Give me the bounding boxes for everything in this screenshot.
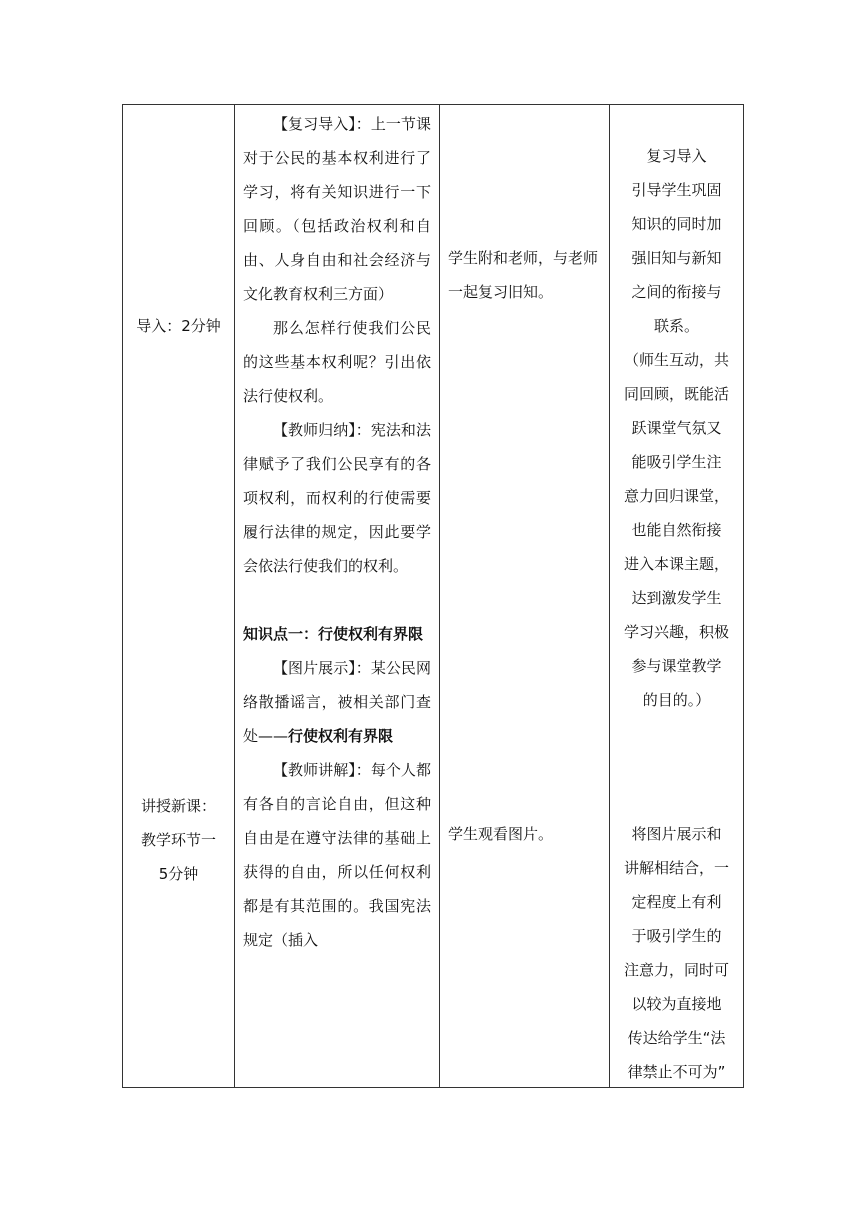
purpose-line: 联系。 — [653, 317, 699, 335]
student-activity-picture: 学生观看图片。 — [448, 825, 554, 843]
student-activity-column — [440, 105, 610, 1088]
purpose-line: 讲解相结合，一 — [623, 859, 729, 877]
purpose-line: 于吸引学生的 — [631, 927, 722, 945]
purpose-line: 定程度上有利 — [631, 893, 722, 911]
stage-label-intro: 导入：2分钟 — [136, 317, 221, 335]
review-intro-paragraph: 【复习导入】：上一节课对于公民的基本权利进行了学习，将有关知识进行一下回顾。（包括政治权利和自由、人身自由和社会经济与文化教育权利三方面） — [243, 115, 431, 303]
purpose-line: 达到激发学生 — [631, 589, 722, 607]
stage-column — [123, 105, 235, 1088]
knowledge-point-title: 知识点一：行使权利有界限 — [243, 625, 424, 643]
design-purpose-column — [610, 105, 744, 1088]
purpose-line: （师生互动，共 — [623, 351, 729, 369]
lesson-plan-table — [122, 104, 744, 1088]
teacher-activity-column — [235, 105, 440, 1088]
teacher-explain-paragraph: 【教师讲解】：每个人都有各自的言论自由，但这种自由是在遵守法律的基础上获得的自由，所以任何权利都是有其范围的。我国宪法规定（插入 — [243, 761, 431, 949]
purpose-line: 参与课堂教学 — [631, 657, 722, 675]
purpose-line: 以较为直接地 — [631, 995, 722, 1013]
purpose-line: 进入本课主题， — [623, 555, 729, 573]
purpose-line: 能吸引学生注 — [631, 453, 722, 471]
purpose-line: 律禁止不可为” — [627, 1063, 726, 1081]
purpose-line: 注意力，同时可 — [623, 961, 729, 979]
table-row — [123, 105, 744, 1088]
purpose-line: 同回顾，既能活 — [623, 385, 729, 403]
purpose-line: 学习兴趣，积极 — [623, 623, 729, 641]
picture-display-paragraph: 【图片展示】：某公民网络散播谣言，被相关部门查处——行使权利有界限 — [243, 659, 431, 745]
design-purpose-review — [616, 139, 737, 717]
purpose-line: 传达给学生“法 — [627, 1029, 726, 1047]
student-activity-review: 学生附和老师，与老师一起复习旧知。 — [448, 249, 599, 301]
purpose-line: 之间的衔接与 — [631, 283, 722, 301]
purpose-line: 复习导入 — [646, 147, 707, 165]
purpose-line: 引导学生巩固 — [631, 181, 722, 199]
purpose-line: 意力回归课堂， — [623, 487, 729, 505]
design-purpose-picture — [616, 817, 737, 1089]
question-paragraph: 那么怎样行使我们公民的这些基本权利呢？引出依法行使权利。 — [243, 319, 431, 405]
purpose-line: 将图片展示和 — [631, 825, 722, 843]
purpose-line: 的目的。） — [642, 691, 711, 709]
teacher-summary-paragraph: 【教师归纳】：宪法和法律赋予了我们公民享有的各项权利，而权利的行使需要履行法律的规定，因此要学会依法行使我们的权利。 — [243, 421, 431, 575]
purpose-line: 强旧知与新知 — [631, 249, 722, 267]
stage-label-new-lesson: 讲授新课： 教学环节一 5分钟 — [140, 797, 216, 883]
purpose-line: 跃课堂气氛又 — [631, 419, 722, 437]
purpose-line: 知识的同时加 — [631, 215, 722, 233]
purpose-line: 也能自然衔接 — [631, 521, 722, 539]
